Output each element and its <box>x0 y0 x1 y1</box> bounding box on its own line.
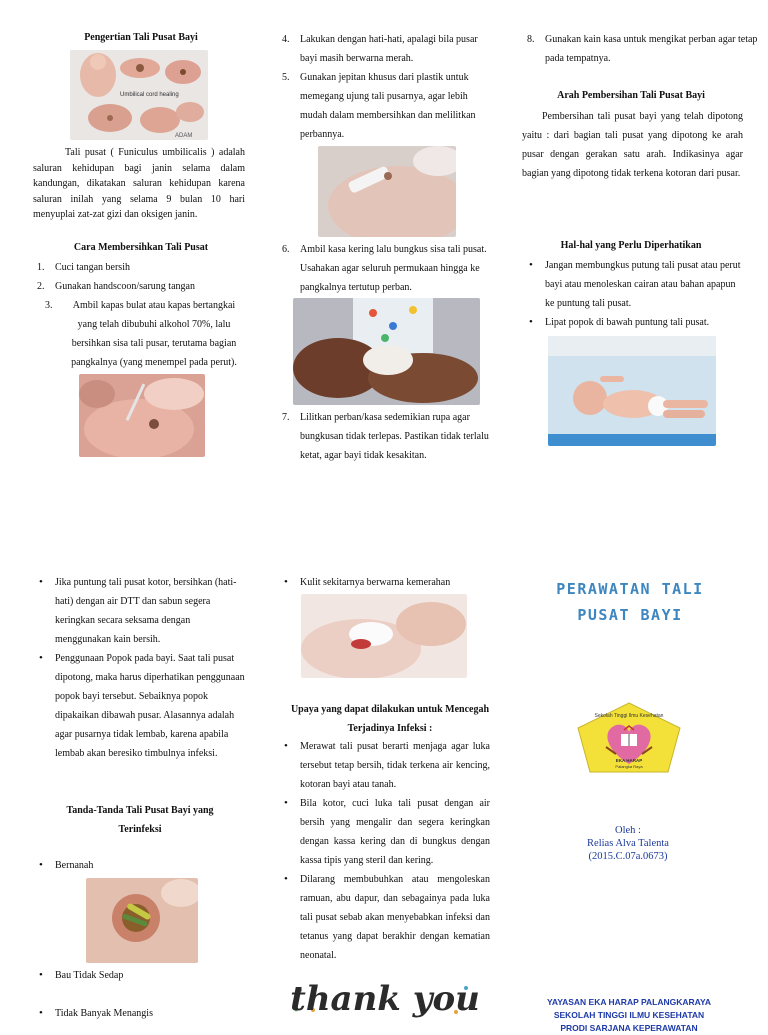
list-item: • Bau Tidak Sedap <box>55 966 235 985</box>
heading-tanda-infeksi: Tanda-Tanda Tali Pusat Bayi yang Terinfeksi <box>66 805 214 835</box>
list-item: • Dilarang membubuhkan atau mengoleskan ramuan, abu dapur, dan sebagainya pada luka tali pusat sebab akan menyebabkan infeksi dan tetanus yang dapat berakhir dengan kematian neonatal. <box>300 870 490 965</box>
clamp-photo <box>318 146 456 237</box>
list-item: Ambil kapas bulat atau kapas bertangkai yang telah dibubuhi alkohol 70%, lalu bersihkan sisa tali pusar, terutama bagian pangkalnya (yang menempel pada perut). <box>71 300 237 368</box>
cleaning-steps-list-2 <box>282 30 490 144</box>
cover-title-line1: PERAWATAN TALI <box>556 580 704 598</box>
heading-cara-membersihkan: Cara Membersihkan Tali Pusat <box>73 242 209 253</box>
thank-you-text: thank you <box>290 979 480 1019</box>
heading-pengertian: Pengertian Tali Pusat Bayi <box>84 32 198 43</box>
footer-line1: YAYASAN EKA HARAP PALANGKARAYA <box>546 997 712 1007</box>
list-item: 4. Lakukan dengan hati-hati, apalagi bila pusar bayi masih berwarna merah. <box>282 34 478 64</box>
list-item: 8. Gunakan kain kasa untuk mengikat perban agar tetap pada tempatnya. <box>527 34 758 64</box>
list-item: 2. Gunakan handscoon/sarung tangan <box>37 281 195 292</box>
infection-signs-list <box>55 856 235 875</box>
author-block <box>540 824 716 863</box>
image-caption: Umbilical cord healing <box>120 92 179 98</box>
list-item: • Jika puntung tali pusat kotor, bersihkan (hati-hati) dengan air DTT dan sabun segera keringkan secara seksama dengan menggunakan kain bersih. <box>55 573 247 649</box>
list-item: • Tidak Banyak Menangis <box>55 1004 235 1023</box>
list-item: • Penggunaan Popok pada bayi. Saat tali pusat dipotong, maka harus diperhatikan penggunaan popok bayi tersebut. Sebaiknya popok dipakaikan dibawah pusar. Alasannya adalah agar pusarnya tidak lembab, karena apabila lembab akan beresiko timbulnya infeksi. <box>55 649 247 763</box>
list-item: • Bernanah <box>55 856 235 875</box>
cleaning-photo <box>79 374 205 457</box>
step-number: 3. <box>45 300 53 311</box>
list-item: 1. Cuci tangan bersih <box>37 262 130 273</box>
infection-signs-list-3 <box>55 1004 235 1023</box>
cleaning-steps-list-5 <box>527 30 765 68</box>
list-item: • Lipat popok di bawah puntung tali pusat. <box>545 313 745 332</box>
list-item: 6. Ambil kasa kering lalu bungkus sisa tali pusat. Usahakan agar seluruh permukaan hingga ke pangkalnya tertutup perban. <box>282 244 487 293</box>
cover-title-line2: PUSAT BAYI <box>577 606 683 624</box>
author-name: Relias Alva Talenta <box>587 838 669 849</box>
list-item: • Jangan membungkus putung tali pusat atau perut bayi atau menoleskan cairan atau bahan apapun ke puntung tali pusat. <box>545 256 745 313</box>
infected-cord-photo <box>86 878 198 963</box>
prevention-list <box>300 737 490 965</box>
list-item: 5. Gunakan jepitan khusus dari plastik untuk memegang ujung tali pusarnya, agar lebih mudah dalam membersihkan dan melilitkan perbannya. <box>282 72 476 140</box>
heading-arah-pembersihan: Arah Pembersihan Tali Pusat Bayi <box>557 90 705 101</box>
infection-sign-redness <box>300 573 490 592</box>
direction-paragraph: Pembersihan tali pusat bayi yang telah dipotong yaitu : dari bagian tali pusat yang dipotong ke arah pusar dengan gerakan satu arah. Indikasinya agar bagian yang dipotong tidak terkena kotoran dari pusar. <box>522 111 743 179</box>
redness-photo <box>301 594 467 678</box>
list-item: • Bila kotor, cuci luka tali pusat dengan air bersih yang mengalir dan segera keringkan dengan kassa kering dan di bungkus dengan kassa tipis yang steril dan kering. <box>300 794 490 870</box>
author-nim: (2015.C.07a.0673) <box>588 851 668 862</box>
logo-text-bottom: EKA HARAP <box>615 758 643 763</box>
heading-hal-hal: Hal-hal yang Perlu Diperhatikan <box>560 240 702 251</box>
umbilical-healing-image <box>70 50 208 140</box>
list-item: • Merawat tali pusat berarti menjaga agar luka tersebut tetap bersih, tidak terkena air kencing, kotoran bayi atau tanah. <box>300 737 490 794</box>
adam-brand: ADAM <box>175 133 193 139</box>
infection-signs-list-2 <box>55 966 235 985</box>
list-item: • Kulit sekitarnya berwarna kemerahan <box>300 573 490 592</box>
footer-institution <box>524 996 734 1035</box>
notes-list <box>545 256 745 332</box>
footer-line3: PRODI SARJANA KEPERAWATAN <box>560 1023 698 1033</box>
cleaning-steps-list <box>37 258 245 296</box>
gauze-wrapping-photo <box>293 298 480 405</box>
care-list <box>55 573 247 763</box>
heading-upaya-pencegahan: Upaya yang dapat dilakukan untuk Mencegah Terjadinya Infeksi : <box>290 704 490 734</box>
baby-diaper-photo <box>548 336 716 446</box>
thank-you-graphic <box>288 970 482 1024</box>
logo-city: Palangka Raya <box>615 764 643 769</box>
by-label: Oleh : <box>615 825 641 836</box>
list-item: 7. Lilitkan perban/kasa sedemikian rupa agar bungkusan tidak terlepas. Pastikan tidak terlalu ketat, agar bayi tidak kesakitan. <box>282 412 489 461</box>
cleaning-steps-list-3 <box>282 240 490 297</box>
logo-text-top: Sekolah Tinggi Ilmu Kesehatan <box>594 713 664 719</box>
footer-line2: SEKOLAH TINGGI ILMU KESEHATAN <box>553 1010 705 1020</box>
cover-title <box>525 576 735 628</box>
cleaning-steps-list-4 <box>282 408 490 465</box>
school-logo <box>576 702 682 774</box>
definition-paragraph: Tali pusat ( Funiculus umbilicalis ) adalah saluran kehidupan bagi janin selama dalam kandungan, dikatakan saluran kehidupan karena saluran inilah yang selama 9 bulan 10 hari menyuplai zat-zat gizi dan oksigen janin. <box>33 147 245 220</box>
